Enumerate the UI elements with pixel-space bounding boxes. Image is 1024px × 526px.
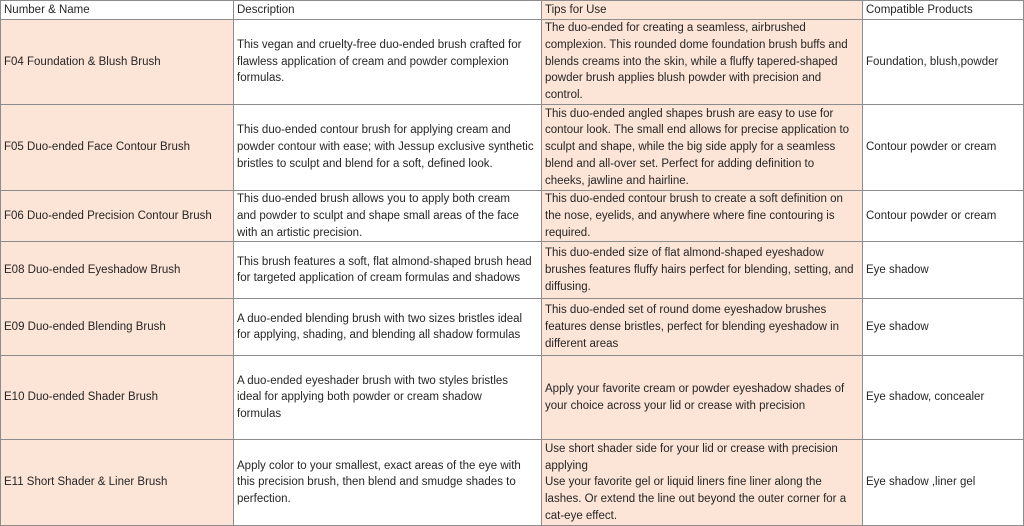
header-description: Description [234,1,542,20]
table-row [1,20,1024,105]
cell-products: Eye shadow [863,242,1024,299]
table-row [1,299,1024,356]
cell-description: This vegan and cruelty-free duo-ended brush crafted for flawless application of cream and powder complexion formulas. [234,20,542,105]
cell-description: A duo-ended blending brush with two sizes bristles ideal for applying, shading, and blending all shadow formulas [234,299,542,356]
cell-tips: The duo-ended for creating a seamless, airbrushed complexion. This rounded dome foundation brush buffs and blends creams into the skin, while a fluffy tapered-shaped powder brush applies blush powder with precision and control. [542,20,863,105]
cell-description: This duo-ended brush allows you to apply both cream and powder to sculpt and shape small areas of the face with an artistic precision. [234,191,542,242]
cell-products: Eye shadow, concealer [863,356,1024,440]
cell-products: Contour powder or cream [863,105,1024,191]
cell-products: Contour powder or cream [863,191,1024,242]
cell-description: This brush features a soft, flat almond-shaped brush head for targeted application of cream formulas and shadows [234,242,542,299]
cell-products: Eye shadow ,liner gel [863,440,1024,526]
cell-name: F05 Duo-ended Face Contour Brush [1,105,234,191]
cell-products: Foundation, blush,powder [863,20,1024,105]
cell-tips: This duo-ended contour brush to create a soft definition on the nose, eyelids, and anywhere where fine contouring is required. [542,191,863,242]
table-row [1,242,1024,299]
header-row [1,1,1024,20]
cell-description: This duo-ended contour brush for applying cream and powder contour with ease; with Jessup exclusive synthetic bristles to sculpt and blend for a soft, defined look. [234,105,542,191]
cell-name: E09 Duo-ended Blending Brush [1,299,234,356]
table-row [1,440,1024,526]
cell-name: E10 Duo-ended Shader Brush [1,356,234,440]
cell-description: A duo-ended eyeshader brush with two styles bristles ideal for applying both powder or cream shadow formulas [234,356,542,440]
table-row [1,356,1024,440]
cell-tips: This duo-ended angled shapes brush are easy to use for contour look. The small end allows for precise application to sculpt and shape, while the big side apply for a seamless blend and all-over set. Perfect for adding definition to cheeks, jawline and hairline. [542,105,863,191]
cell-products: Eye shadow [863,299,1024,356]
cell-tips: Use short shader side for your lid or crease with precision applying Use your favorite gel or liquid liners fine liner along the lashes. Or extend the line out beyond the outer corner for a cat-eye effect. [542,440,863,526]
cell-name: E11 Short Shader & Liner Brush [1,440,234,526]
cell-tips: Apply your favorite cream or powder eyeshadow shades of your choice across your lid or crease with precision [542,356,863,440]
cell-tips: This duo-ended size of flat almond-shaped eyeshadow brushes features fluffy hairs perfect for blending, setting, and diffusing. [542,242,863,299]
table-row [1,105,1024,191]
table-row [1,191,1024,242]
header-compatible-products: Compatible Products [863,1,1024,20]
header-tips: Tips for Use [542,1,863,20]
cell-name: F04 Foundation & Blush Brush [1,20,234,105]
cell-description: Apply color to your smallest, exact areas of the eye with this precision brush, then blend and smudge shades to perfection. [234,440,542,526]
cell-tips: This duo-ended set of round dome eyeshadow brushes features dense bristles, perfect for blending eyeshadow in different areas [542,299,863,356]
cell-name: F06 Duo-ended Precision Contour Brush [1,191,234,242]
cell-name: E08 Duo-ended Eyeshadow Brush [1,242,234,299]
header-number-name: Number & Name [1,1,234,20]
